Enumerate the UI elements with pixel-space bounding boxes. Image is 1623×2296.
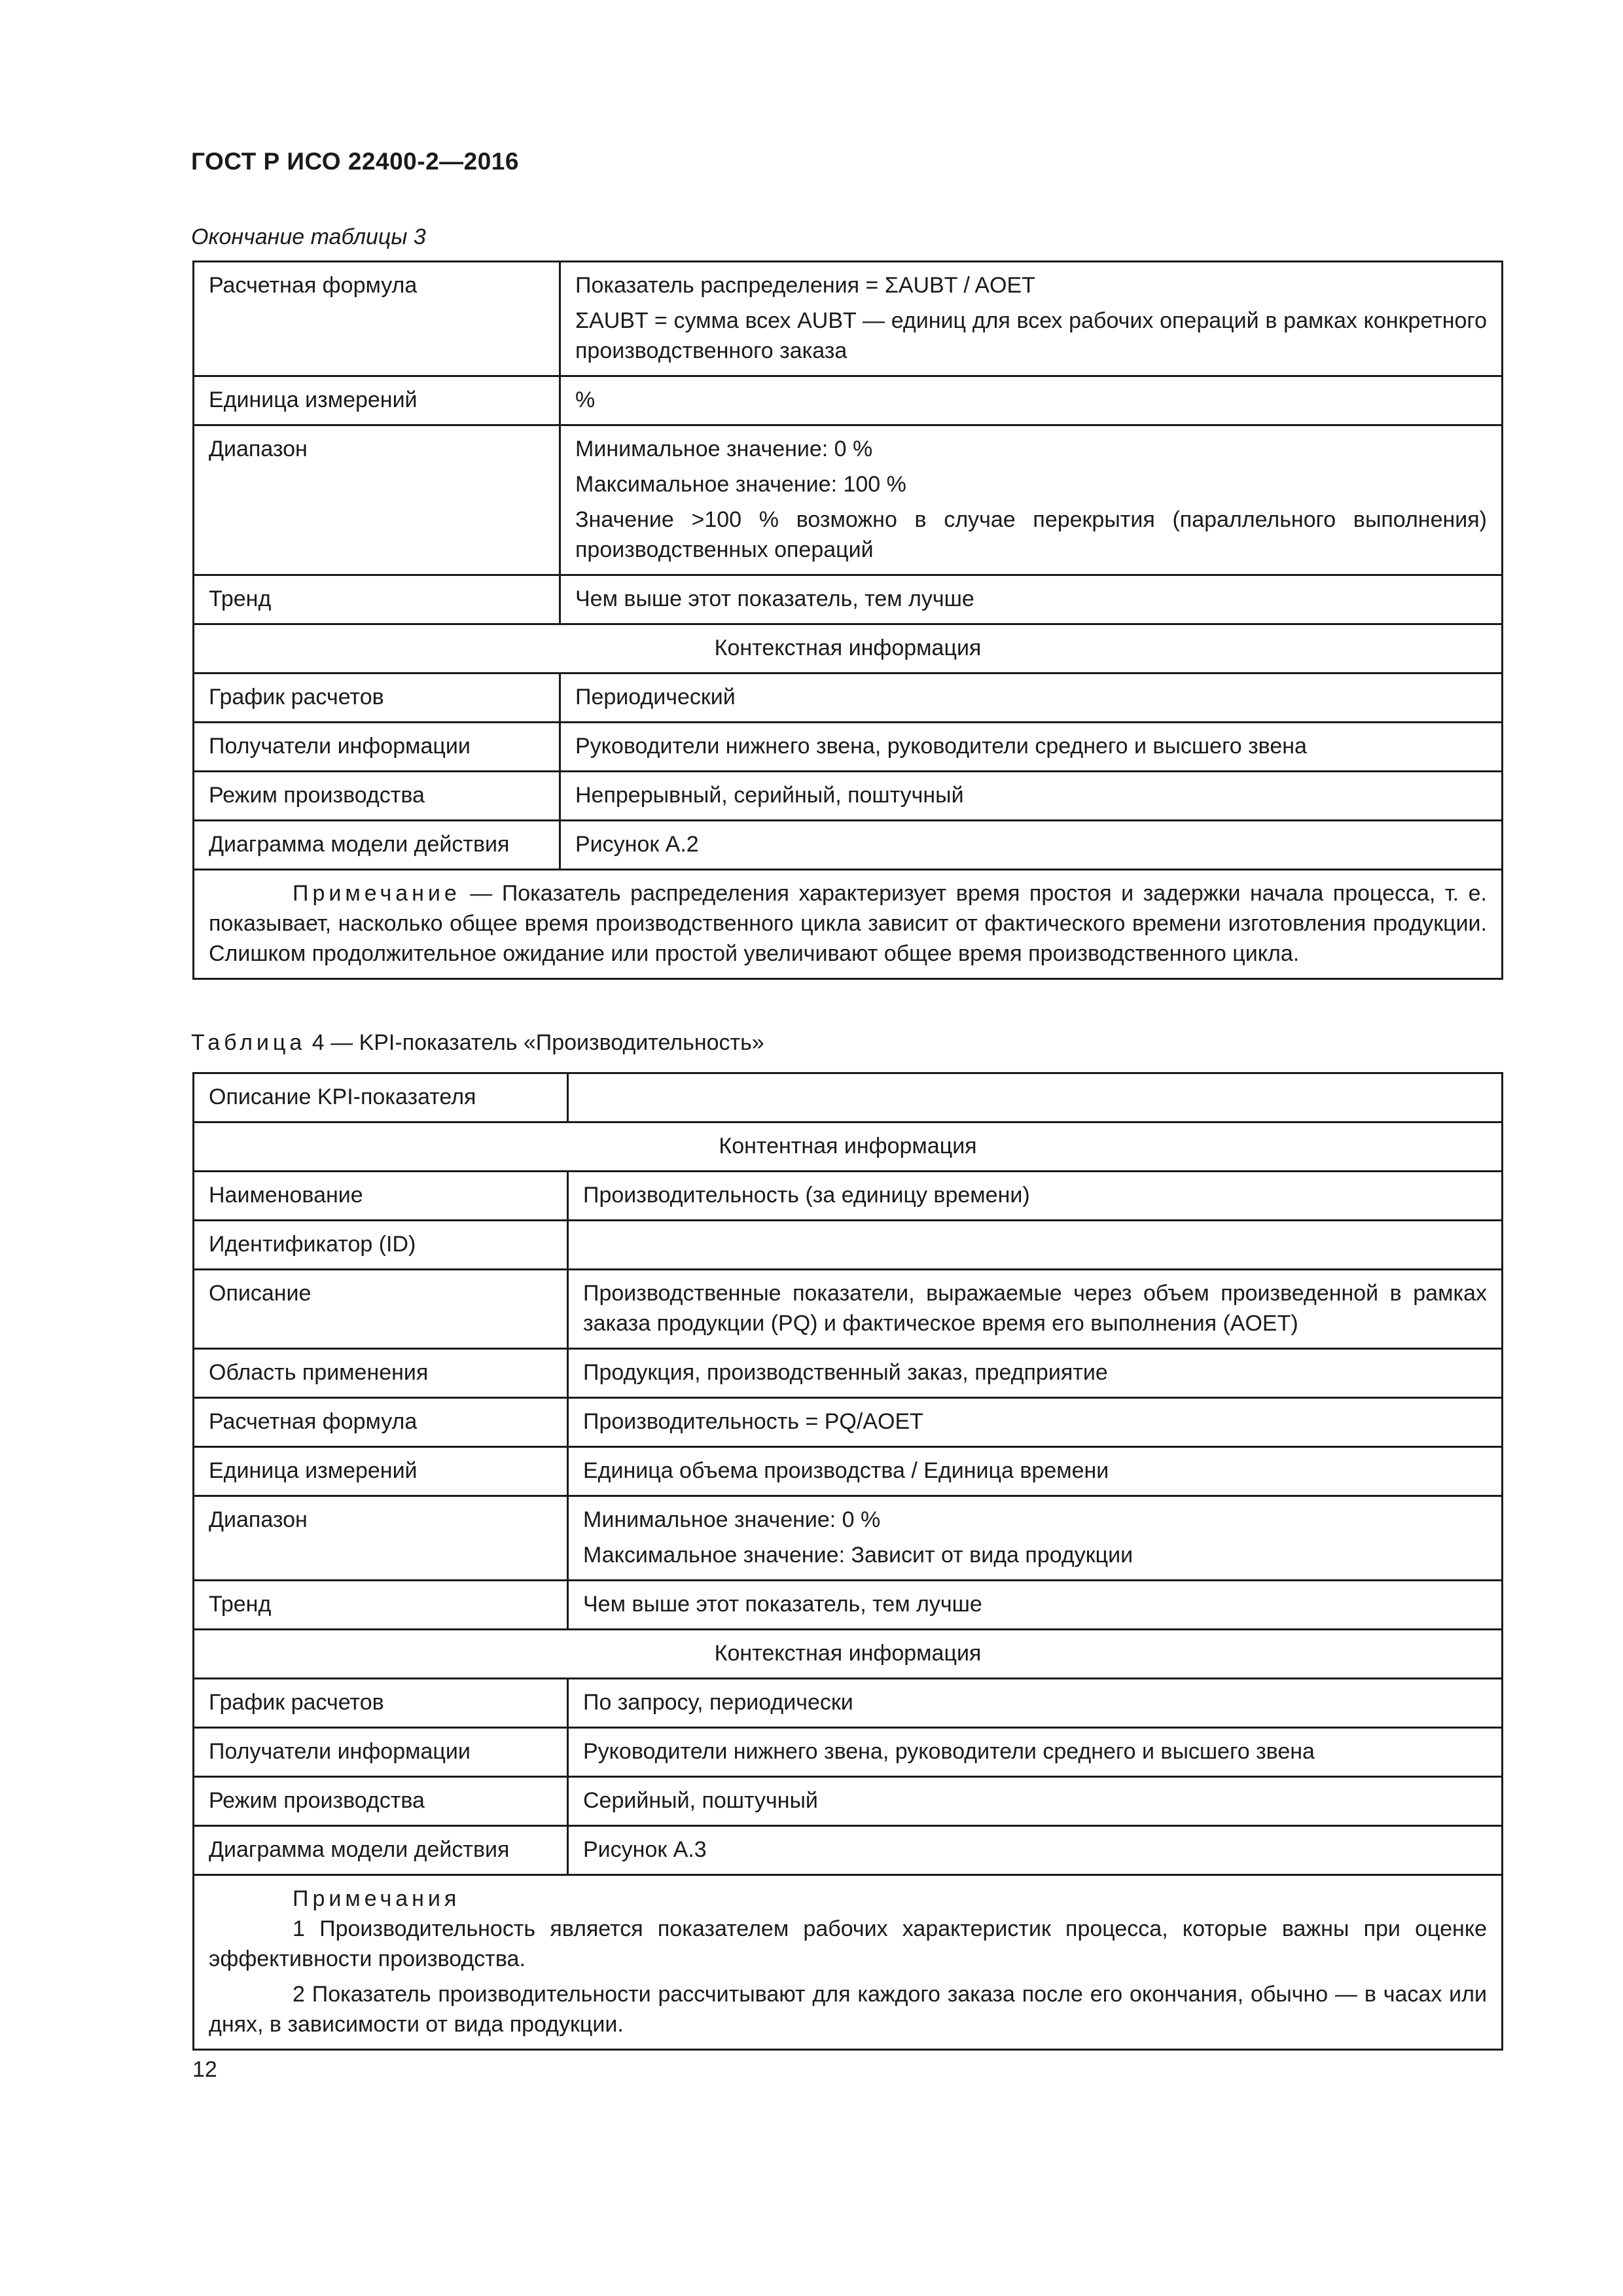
table-row xyxy=(194,1679,1503,1728)
table4-caption xyxy=(191,1030,764,1056)
notes-cell xyxy=(194,1875,1503,2050)
row-value: Серийный, поштучный xyxy=(568,1777,1503,1826)
note-text: — Показатель распределения характеризует время простоя и задержки начала процесса, т. е. показывает, насколько общее время производственного цикла зависит от фактического времени изготовления продукции. Слишком продолжительное ожидание или простой увеличивают общее время производственного цикла. xyxy=(209,881,1487,966)
table-row xyxy=(194,1581,1503,1630)
table-row xyxy=(194,1270,1503,1349)
row-value: Руководители нижнего звена, руководители среднего и высшего звена xyxy=(568,1728,1503,1777)
table-row xyxy=(194,1777,1503,1826)
note-row xyxy=(194,1875,1503,2050)
table-row xyxy=(194,1398,1503,1447)
note-paragraph xyxy=(209,878,1487,969)
row-label: Тренд xyxy=(194,1581,568,1630)
note-2: 2 Показатель производительности рассчитывают для каждого заказа после его окончания, обычно — в часах или днях, в зависимости от вида продукции. xyxy=(209,1982,1487,2037)
table4-caption-text: 4 — KPI-показатель «Производительность» xyxy=(312,1030,764,1055)
row-value: Продукция, производственный заказ, предприятие xyxy=(568,1349,1503,1398)
row-label: Идентификатор (ID) xyxy=(194,1221,568,1270)
table-row xyxy=(194,772,1503,821)
table-3 xyxy=(192,260,1503,980)
row-value: По запросу, периодически xyxy=(568,1679,1503,1728)
row-label: Режим производства xyxy=(194,772,560,821)
document-title: ГОСТ Р ИСО 22400-2—2016 xyxy=(191,148,519,175)
row-label: Описание KPI-показателя xyxy=(194,1073,568,1122)
table-row xyxy=(194,262,1503,376)
range-min: Минимальное значение: 0 % xyxy=(583,1507,881,1532)
row-label: Тренд xyxy=(194,575,560,624)
table-4 xyxy=(192,1072,1503,2051)
row-value: Рисунок А.2 xyxy=(560,821,1503,870)
section-heading: Контекстная информация xyxy=(194,1630,1503,1679)
range-max: Максимальное значение: 100 % xyxy=(575,472,906,497)
section-row xyxy=(194,1630,1503,1679)
table-row xyxy=(194,1447,1503,1496)
row-label: Единица измерений xyxy=(194,376,560,425)
note-cell xyxy=(194,870,1503,979)
row-label: Единица измерений xyxy=(194,1447,568,1496)
section-row xyxy=(194,1122,1503,1172)
row-label: График расчетов xyxy=(194,673,560,723)
row-value: Производственные показатели, выражаемые через объем произведенной в рамках заказа продукции (PQ) и фактическое время его выполнения (AOET) xyxy=(568,1270,1503,1349)
formula-line: Показатель распределения = ΣAUBT / AOET xyxy=(575,273,1035,298)
row-value: Чем выше этот показатель, тем лучше xyxy=(568,1581,1503,1630)
section-row xyxy=(194,624,1503,673)
table-row xyxy=(194,1349,1503,1398)
row-label: Получатели информации xyxy=(194,723,560,772)
row-label: График расчетов xyxy=(194,1679,568,1728)
row-value xyxy=(568,1496,1503,1581)
row-value xyxy=(568,1221,1503,1270)
row-value: Единица объема производства / Единица времени xyxy=(568,1447,1503,1496)
row-label: Диапазон xyxy=(194,1496,568,1581)
table4-caption-prefix: Таблица xyxy=(191,1030,306,1055)
row-label: Расчетная формула xyxy=(194,1398,568,1447)
row-value: Непрерывный, серийный, поштучный xyxy=(560,772,1503,821)
row-label: Получатели информации xyxy=(194,1728,568,1777)
row-label: Диапазон xyxy=(194,425,560,575)
row-value: Рисунок А.3 xyxy=(568,1826,1503,1875)
note-row xyxy=(194,870,1503,979)
table3-caption: Окончание таблицы 3 xyxy=(191,224,426,249)
row-label: Диаграмма модели действия xyxy=(194,821,560,870)
row-label: Режим производства xyxy=(194,1777,568,1826)
table-row xyxy=(194,821,1503,870)
note-heading: Примечание xyxy=(293,881,461,906)
row-label: Описание xyxy=(194,1270,568,1349)
table-row xyxy=(194,425,1503,575)
table-row xyxy=(194,1221,1503,1270)
formula-explanation: ΣAUBT = сумма всех AUBT — единиц для всех рабочих операций в рамках конкретного производственного заказа xyxy=(575,308,1487,363)
row-label: Диаграмма модели действия xyxy=(194,1826,568,1875)
page-number: 12 xyxy=(192,2057,217,2082)
section-heading: Контентная информация xyxy=(194,1122,1503,1172)
row-value: % xyxy=(560,376,1503,425)
notes-heading: Примечания xyxy=(293,1886,461,1911)
row-value xyxy=(568,1073,1503,1122)
range-min: Минимальное значение: 0 % xyxy=(575,437,873,461)
row-value xyxy=(560,262,1503,376)
range-max: Максимальное значение: Зависит от вида продукции xyxy=(583,1543,1133,1568)
row-label: Область применения xyxy=(194,1349,568,1398)
section-heading: Контекстная информация xyxy=(194,624,1503,673)
table-row xyxy=(194,376,1503,425)
table-row xyxy=(194,673,1503,723)
row-value: Производительность = PQ/AOET xyxy=(568,1398,1503,1447)
row-value: Чем выше этот показатель, тем лучше xyxy=(560,575,1503,624)
note-1: 1 Производительность является показателем рабочих характеристик процесса, которые важны при оценке эффективности производства. xyxy=(209,1916,1487,1971)
table-row xyxy=(194,1728,1503,1777)
range-note: Значение >100 % возможно в случае перекрытия (параллельного выполнения) производственных операций xyxy=(575,507,1487,562)
row-value xyxy=(560,425,1503,575)
row-value: Производительность (за единицу времени) xyxy=(568,1172,1503,1221)
table-row xyxy=(194,1172,1503,1221)
row-label: Расчетная формула xyxy=(194,262,560,376)
table-row xyxy=(194,723,1503,772)
row-value: Периодический xyxy=(560,673,1503,723)
row-value: Руководители нижнего звена, руководители среднего и высшего звена xyxy=(560,723,1503,772)
row-label: Наименование xyxy=(194,1172,568,1221)
table-row xyxy=(194,575,1503,624)
table-row xyxy=(194,1826,1503,1875)
table-row xyxy=(194,1496,1503,1581)
table-row xyxy=(194,1073,1503,1122)
